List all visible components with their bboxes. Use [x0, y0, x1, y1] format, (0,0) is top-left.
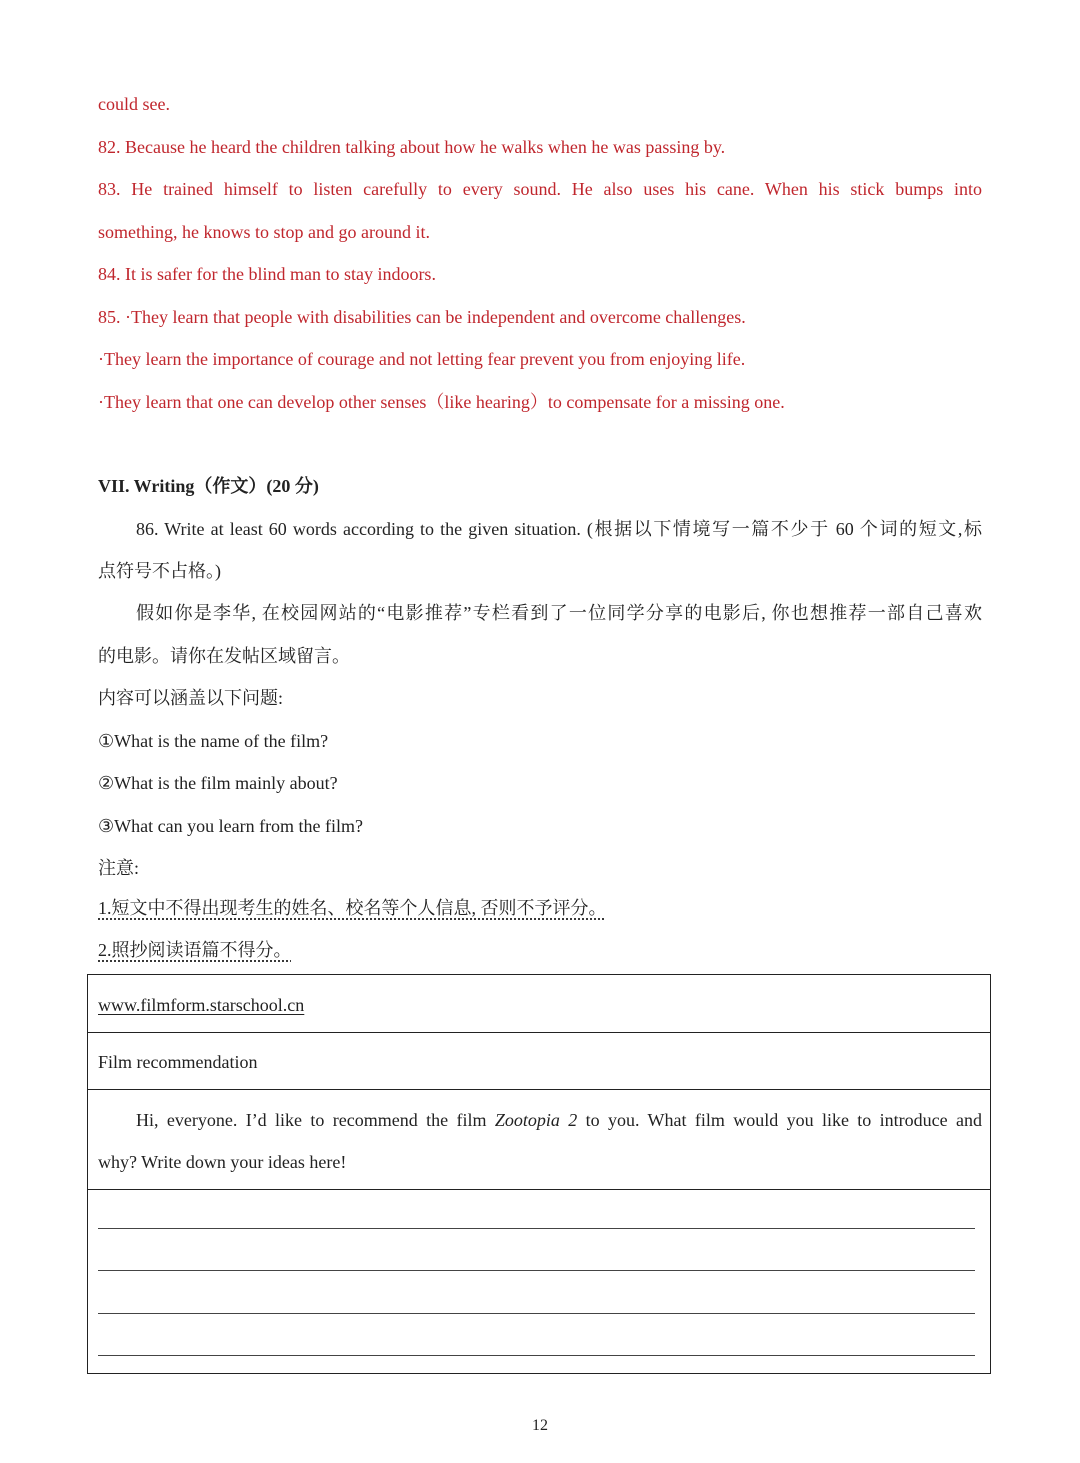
writing-line[interactable] [98, 1270, 975, 1271]
writing-line[interactable] [98, 1355, 975, 1356]
website-url: www.filmform.starschool.cn [98, 995, 305, 1015]
post-body-line2: why? Write down your ideas here! [98, 1152, 347, 1172]
guide-question-3: ③What can you learn from the film? [98, 816, 364, 836]
question-86-line1: 86. Write at least 60 words according to the given situation. (根据以下情境写一篇不少于 60 个词的短文,标 [136, 519, 982, 539]
situation-line2: 的电影。请你在发帖区域留言。 [98, 646, 350, 666]
guide-question-2: ②What is the film mainly about? [98, 773, 338, 793]
note-label: 注意: [98, 858, 140, 878]
box-divider [88, 1032, 990, 1033]
box-divider [88, 1089, 990, 1090]
answer-85-point1: 85. ·They learn that people with disabilities can be independent and overcome challenges. [98, 307, 746, 327]
post-box [87, 974, 991, 1374]
guide-question-1: ①What is the name of the film? [98, 731, 329, 751]
answer-83-line1: 83. He trained himself to listen carefully to every sound. He also uses his cane. When his stick bumps into [98, 179, 982, 199]
answer-85-point3: ·They learn that one can develop other senses（like hearing）to compensate for a missing one. [98, 392, 785, 412]
answer-83-line2: something, he knows to stop and go around it. [98, 222, 430, 242]
situation-line1: 假如你是李华, 在校园网站的“电影推荐”专栏看到了一位同学分享的电影后, 你也想推荐一部自己喜欢 [136, 603, 982, 623]
answer-82: 82. Because he heard the children talking about how he walks when he was passing by. [98, 137, 726, 157]
post-body-text: Hi, everyone. I’d like to recommend the film [136, 1110, 495, 1130]
writing-line[interactable] [98, 1228, 975, 1229]
page-number: 12 [532, 1417, 548, 1434]
section-heading: VII. Writing（作文）(20 分) [98, 476, 319, 496]
post-title: Film recommendation [98, 1052, 258, 1072]
post-body-line1 [136, 1108, 982, 1132]
note-1: 1.短文中不得出现考生的姓名、校名等个人信息, 否则不予评分。 [98, 898, 607, 918]
content-intro: 内容可以涵盖以下问题: [98, 688, 283, 708]
answer-continuation: could see. [98, 94, 170, 114]
film-name: Zootopia 2 [494, 1110, 578, 1130]
post-body-text: to you. What film would you like to introduce and [577, 1110, 982, 1130]
note-2: 2.照抄阅读语篇不得分。 [98, 940, 292, 960]
writing-line[interactable] [98, 1313, 975, 1314]
answer-84: 84. It is safer for the blind man to stay indoors. [98, 264, 436, 284]
box-divider [88, 1189, 990, 1190]
question-86-line2: 点符号不占格。) [98, 561, 221, 581]
answer-85-point2: ·They learn the importance of courage and not letting fear prevent you from enjoying life. [98, 349, 746, 369]
